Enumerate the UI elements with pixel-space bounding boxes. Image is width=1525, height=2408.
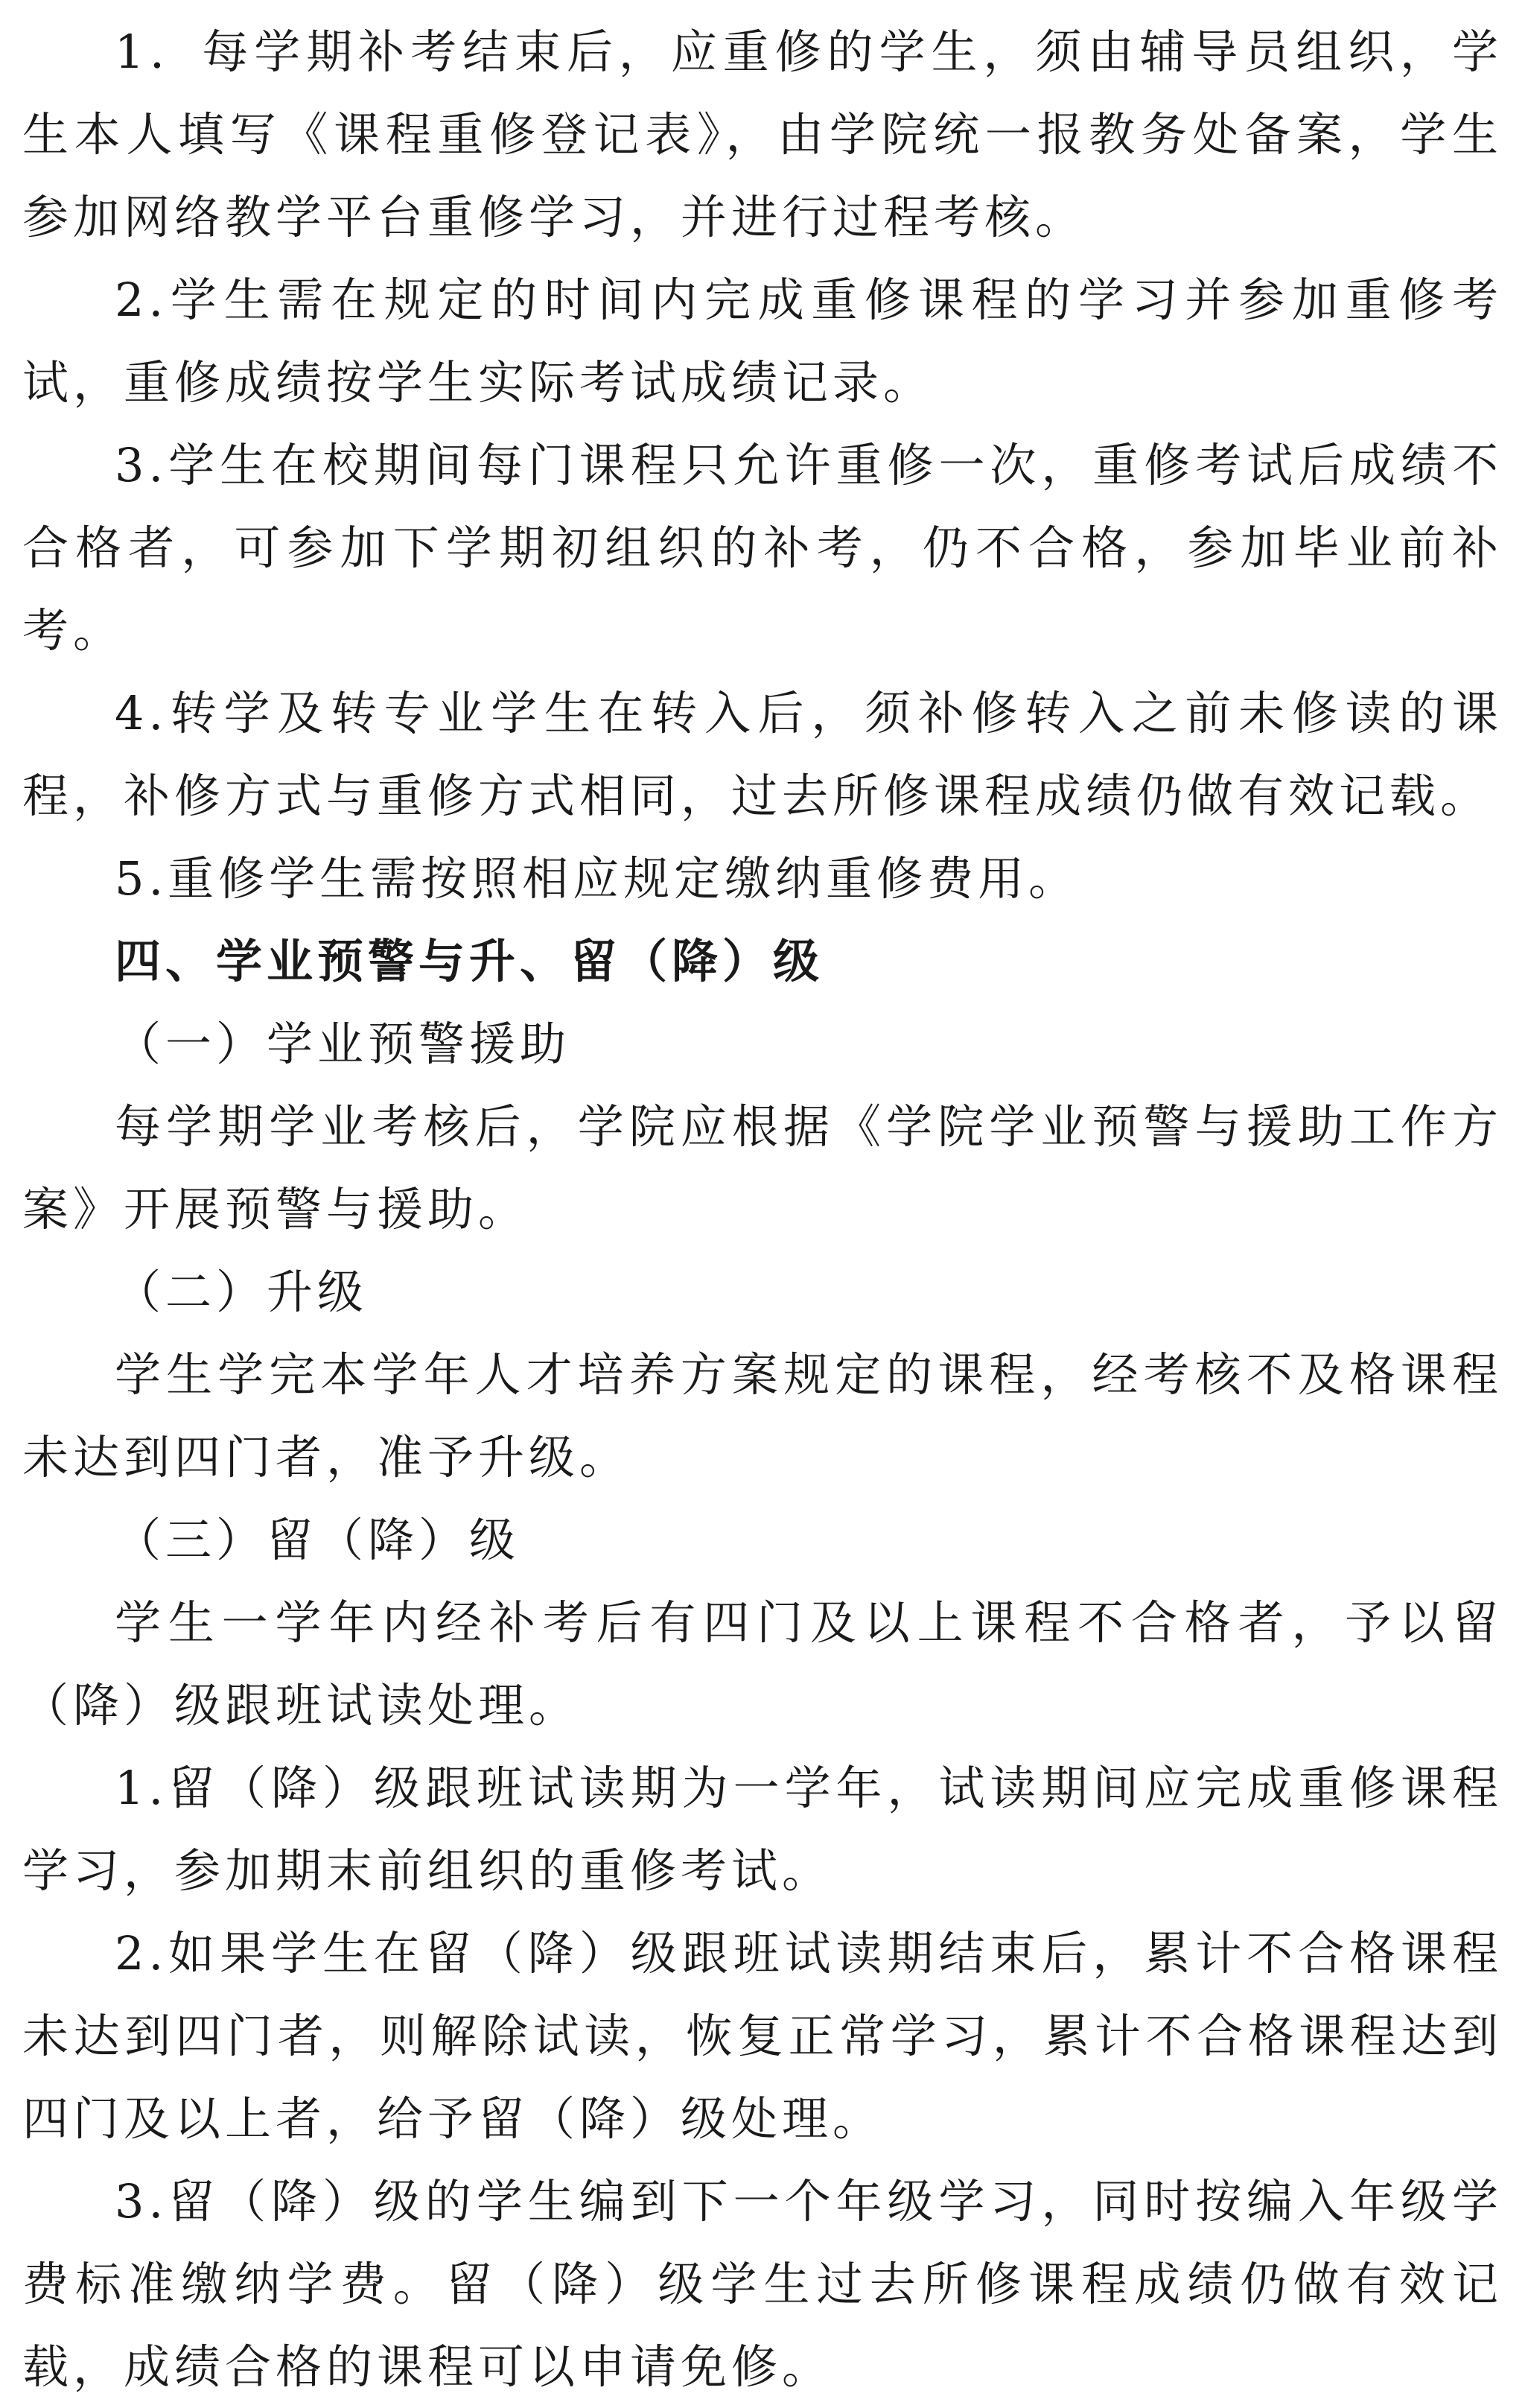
paragraph-trial-end: 2.如果学生在留（降）级跟班试读期结束后，累计不合格课程未达到四门者，则解除试读，恢复正常学习，累计不合格课程达到四门及以上者，给予留（降）级处理。 bbox=[22, 1926, 1503, 2146]
subsection-repeat-grade: （三）留（降）级 bbox=[115, 1513, 520, 1567]
paragraph-warning-assistance: 每学期学业考核后，学院应根据《学院学业预警与援助工作方案》开展预警与援助。 bbox=[22, 1099, 1503, 1236]
paragraph-trial-period: 1.留（降）级跟班试读期为一学年，试读期间应完成重修课程学习，参加期末前组织的重修考试。 bbox=[22, 1761, 1503, 1898]
paragraph-retake-once: 3.学生在校期间每门课程只允许重修一次，重修考试后成绩不合格者，可参加下学期初组织的补考，仍不合格，参加毕业前补考。 bbox=[22, 438, 1503, 658]
paragraph-promotion: 学生学完本学年人才培养方案规定的课程，经考核不及格课程未达到四门者，准予升级。 bbox=[22, 1347, 1503, 1484]
paragraph-transfer-students: 4.转学及转专业学生在转入后，须补修转入之前未修读的课程，补修方式与重修方式相同，过去所修课程成绩仍做有效记载。 bbox=[22, 686, 1503, 823]
paragraph-repeat-grade: 学生一学年内经补考后有四门及以上课程不合格者，予以留（降）级跟班试读处理。 bbox=[22, 1595, 1503, 1732]
subsection-warning-assistance: （一）学业预警援助 bbox=[115, 1017, 571, 1071]
paragraph-retake-registration: 1．每学期补考结束后，应重修的学生，须由辅导员组织，学生本人填写《课程重修登记表》，由学院统一报教务处备案，学生参加网络教学平台重修学习，并进行过程考核。 bbox=[22, 25, 1503, 244]
subsection-promotion: （二）升级 bbox=[115, 1265, 369, 1319]
paragraph-retake-fees: 5.重修学生需按照相应规定缴纳重修费用。 bbox=[115, 851, 1080, 906]
section-heading-academic-warning: 四、学业预警与升、留（降）级 bbox=[115, 934, 824, 988]
paragraph-retake-exam: 2.学生需在规定的时间内完成重修课程的学习并参加重修考试，重修成绩按学生实际考试成绩记录。 bbox=[22, 273, 1503, 410]
paragraph-grade-placement: 3.留（降）级的学生编到下一个年级学习，同时按编入年级学费标准缴纳学费。留（降）级学生过去所修课程成绩仍做有效记载，成绩合格的课程可以申请免修。 bbox=[22, 2174, 1503, 2394]
